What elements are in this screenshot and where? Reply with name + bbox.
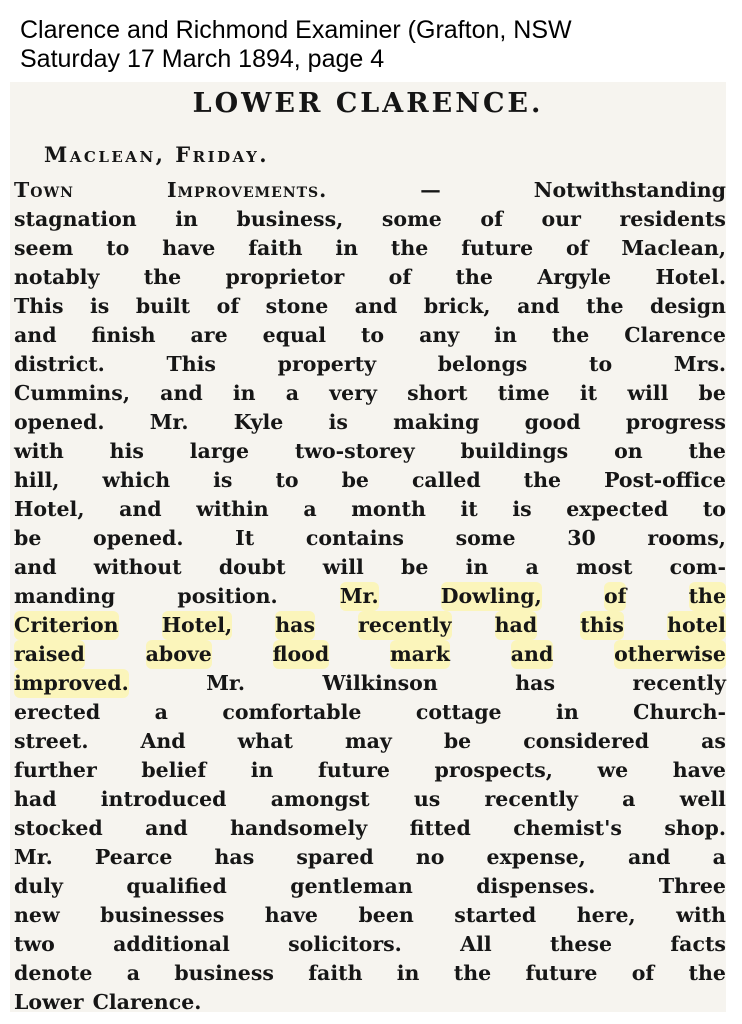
article-line (14, 843, 726, 872)
article-dateline: Maclean, Friday. (44, 142, 270, 167)
article-word: Lower (14, 990, 84, 1014)
article-word: be (341, 468, 369, 492)
article-word: of (216, 294, 240, 318)
article-word: Cummins, (14, 381, 130, 405)
article-line (14, 437, 726, 466)
source-caption (20, 16, 730, 74)
article-word: progress (625, 410, 726, 434)
article-word: All (460, 932, 492, 956)
article-word: some (381, 207, 442, 231)
article-word: in (556, 700, 579, 724)
article-word: be (401, 555, 429, 579)
article-word: district. (14, 352, 105, 376)
article-word: making (393, 410, 480, 434)
article-word: Clarence. (92, 990, 202, 1014)
article-word: is (328, 410, 348, 434)
article-word: faith (248, 236, 303, 260)
article-word: any (419, 323, 460, 347)
article-word: and (14, 323, 57, 347)
article-word: duly (14, 874, 63, 898)
article-line (14, 698, 726, 727)
article-word: been (358, 903, 414, 927)
article-word: stagnation (14, 207, 137, 231)
article-word: a (285, 381, 300, 405)
article-word: no (415, 845, 445, 869)
article-word: comfortable (222, 700, 362, 724)
article-word: further (14, 758, 97, 782)
article-word: position. (177, 584, 278, 608)
article-word: had (495, 611, 538, 640)
article-word: recently (484, 787, 578, 811)
article-word: to (360, 323, 385, 347)
article-word: — (420, 178, 441, 202)
article-word: Hotel, (162, 611, 232, 640)
article-word: the (551, 323, 590, 347)
article-word: the (453, 961, 492, 985)
article-line (14, 669, 726, 698)
article-word: Town (14, 178, 74, 202)
article-word: otherwise (614, 640, 726, 669)
article-word: stocked (14, 816, 103, 840)
article-word: with (14, 439, 64, 463)
article-word: raised (14, 640, 85, 669)
article-word: started (454, 903, 537, 927)
article-word: Hotel. (655, 265, 726, 289)
article-word: Mr. (340, 582, 379, 611)
article-word: has (515, 671, 556, 695)
article-word: this (580, 611, 624, 640)
article-word: and (14, 555, 57, 579)
article-word: in (465, 555, 489, 579)
article-word: our (541, 207, 581, 231)
article-word: property (277, 352, 377, 376)
article-word: will (627, 381, 669, 405)
article-word: and (119, 497, 162, 521)
article-word: erected (14, 700, 101, 724)
article-word: the (455, 265, 493, 289)
article-word: as (701, 729, 726, 753)
article-word: good (524, 410, 581, 434)
article-word: hotel (667, 611, 726, 640)
article-word: This (166, 352, 216, 376)
article-word: built (135, 294, 191, 318)
article-word: the (523, 468, 562, 492)
article-line (14, 640, 726, 669)
article-headline: LOWER CLARENCE. (192, 88, 544, 119)
article-word: businesses (100, 903, 225, 927)
article-line (14, 611, 726, 640)
article-word: Mr. (206, 671, 245, 695)
article-word: a (622, 787, 636, 811)
article-word: and (145, 816, 188, 840)
article-line (14, 408, 726, 437)
article-line (14, 292, 726, 321)
article-word: of (566, 236, 589, 260)
article-word: a (126, 961, 141, 985)
article-word: opened. (93, 526, 184, 550)
article-word: This (14, 294, 64, 318)
caption-line-2: Saturday 17 March 1894, page 4 (20, 45, 385, 73)
article-word: manding (14, 584, 116, 608)
article-word: large (189, 439, 250, 463)
article-word: dispenses. (476, 874, 596, 898)
article-word: of (631, 961, 655, 985)
article-word: brick, (423, 294, 491, 318)
article-word: are (190, 323, 228, 347)
article-word: cottage (415, 700, 502, 724)
article-word: denote (14, 961, 93, 985)
article-line (14, 959, 726, 988)
article-word: amongst (270, 787, 370, 811)
article-line (14, 872, 726, 901)
article-word: Church- (633, 700, 726, 724)
article-word: us (413, 787, 441, 811)
article-word: recently (358, 611, 451, 640)
article-word: has (214, 845, 255, 869)
article-word: considered (523, 729, 650, 753)
article-word: it (579, 381, 598, 405)
article-word: Clarence (624, 323, 726, 347)
article-word: is (213, 468, 233, 492)
article-line (14, 756, 726, 785)
article-word: Improvements. (166, 178, 328, 202)
article-word: will (322, 555, 364, 579)
article-word: in (175, 207, 198, 231)
article-word: street. (14, 729, 89, 753)
article-word: a (154, 700, 168, 724)
article-word: to (275, 468, 299, 492)
article-word: Hotel, (14, 497, 85, 521)
article-word: two (14, 932, 55, 956)
article-line (14, 930, 726, 959)
article-word: and (160, 381, 203, 405)
article-word: additional (113, 932, 230, 956)
article-word: prospects, (434, 758, 553, 782)
article-line (14, 379, 726, 408)
article-word: in (396, 961, 420, 985)
article-word: chemist's (513, 816, 622, 840)
article-word: expected (566, 497, 669, 521)
article-word: what (237, 729, 293, 753)
newspaper-clipping (10, 82, 726, 1012)
article-word: have (162, 236, 216, 260)
article-word: the (688, 439, 726, 463)
article-word: com- (669, 555, 726, 579)
article-word: with (676, 903, 726, 927)
article-word: belongs (437, 352, 528, 376)
article-word: the (586, 294, 624, 318)
article-word: the (688, 961, 726, 985)
article-word: mark (390, 640, 450, 669)
article-word: here, (576, 903, 636, 927)
article-line (14, 205, 726, 234)
article-word: handsomely (230, 816, 368, 840)
article-body (14, 176, 726, 1017)
article-word: Argyle (537, 265, 612, 289)
article-line (14, 901, 726, 930)
article-word: opened. (14, 410, 105, 434)
article-word: rooms, (647, 526, 726, 550)
article-word: be (443, 729, 472, 753)
article-word: above (146, 640, 212, 669)
article-word: Criterion (14, 611, 119, 640)
article-word: gentleman (290, 874, 413, 898)
article-word: Pearce (94, 845, 173, 869)
article-word: be (698, 381, 726, 405)
article-word: is (90, 294, 110, 318)
article-word: it (460, 497, 478, 521)
article-word: improved. (14, 669, 129, 698)
article-word: within (196, 497, 269, 521)
article-word: belief (141, 758, 207, 782)
article-word: which (102, 468, 171, 492)
article-word: have (672, 758, 726, 782)
article-word: business, (236, 207, 344, 231)
article-word: business (174, 961, 274, 985)
article-word: recently (632, 671, 726, 695)
article-word: have (264, 903, 318, 927)
article-line (14, 582, 726, 611)
article-word: Notwithstanding (533, 178, 726, 202)
article-word: qualified (126, 874, 227, 898)
caption-line-1: Clarence and Richmond Examiner (Grafton, NSW (20, 16, 572, 44)
article-word: Mrs. (673, 352, 726, 376)
article-word: It (235, 526, 255, 550)
article-line (14, 321, 726, 350)
article-word: of (388, 265, 412, 289)
article-word: Mr. (149, 410, 189, 434)
article-word: in (494, 323, 517, 347)
article-line (14, 524, 726, 553)
article-word: notably (14, 265, 100, 289)
article-word: a (525, 555, 539, 579)
article-line (14, 234, 726, 263)
article-word: spared (296, 845, 374, 869)
article-word: future (461, 236, 534, 260)
article-line (14, 553, 726, 582)
article-word: be (14, 526, 42, 550)
article-word: some (455, 526, 516, 550)
article-word: on (614, 439, 643, 463)
article-word: doubt (218, 555, 286, 579)
article-word: and (627, 845, 671, 869)
article-word: we (597, 758, 629, 782)
article-word: short (407, 381, 468, 405)
article-word: and (517, 294, 560, 318)
article-word: very (329, 381, 377, 405)
article-word: has (275, 611, 315, 640)
article-word: proprietor (225, 265, 345, 289)
article-word: Kyle (233, 410, 284, 434)
article-word: time (497, 381, 550, 405)
article-line (14, 988, 726, 1017)
article-word: Mr. (14, 845, 53, 869)
article-word: month (351, 497, 426, 521)
article-word: seem (14, 236, 74, 260)
article-word: the (143, 265, 182, 289)
article-word: well (679, 787, 726, 811)
article-word: introduced (100, 787, 227, 811)
article-word: in (250, 758, 274, 782)
article-word: Wilkinson (322, 671, 438, 695)
article-word: stone (265, 294, 329, 318)
article-word: buildings (460, 439, 569, 463)
article-line (14, 350, 726, 379)
article-line (14, 785, 726, 814)
article-word: the (689, 582, 726, 611)
article-word: equal (262, 323, 326, 347)
article-line (14, 814, 726, 843)
article-word: of (480, 207, 503, 231)
article-word: is (512, 497, 532, 521)
article-word: most (576, 555, 633, 579)
article-word: design (650, 294, 726, 318)
article-line (14, 263, 726, 292)
article-word: and (511, 640, 554, 669)
article-word: future (525, 961, 598, 985)
article-word: 30 (567, 526, 596, 550)
article-word: to (702, 497, 726, 521)
article-word: these (550, 932, 613, 956)
article-word: to (106, 236, 130, 260)
article-line (14, 495, 726, 524)
article-word: residents (619, 207, 726, 231)
article-word: flood (273, 640, 330, 669)
article-word: the (390, 236, 429, 260)
article-word: shop. (664, 816, 726, 840)
article-word: finish (91, 323, 156, 347)
article-word: new (14, 903, 60, 927)
article-word: expense, (486, 845, 586, 869)
article-word: future (318, 758, 390, 782)
article-word: without (93, 555, 182, 579)
article-word: to (589, 352, 613, 376)
article-word: called (411, 468, 481, 492)
article-word: Three (658, 874, 726, 898)
article-word: his (109, 439, 144, 463)
article-word: fitted (409, 816, 471, 840)
article-word: a (712, 845, 726, 869)
article-line (14, 727, 726, 756)
article-word: Post-office (604, 468, 726, 492)
article-word: Maclean, (621, 236, 726, 260)
article-word: Dowling, (441, 582, 542, 611)
article-word: had (14, 787, 57, 811)
article-word: of (604, 582, 627, 611)
article-word: and (354, 294, 398, 318)
article-line (14, 466, 726, 495)
article-word: may (344, 729, 392, 753)
article-word: in (232, 381, 256, 405)
article-word: two-storey (294, 439, 415, 463)
article-word: facts (670, 932, 726, 956)
article-word: hill, (14, 468, 60, 492)
article-line (14, 176, 726, 205)
article-word: contains (305, 526, 404, 550)
article-word: solicitors. (288, 932, 402, 956)
article-word: a (303, 497, 317, 521)
article-word: And (140, 729, 186, 753)
article-word: faith (308, 961, 363, 985)
article-word: in (335, 236, 359, 260)
